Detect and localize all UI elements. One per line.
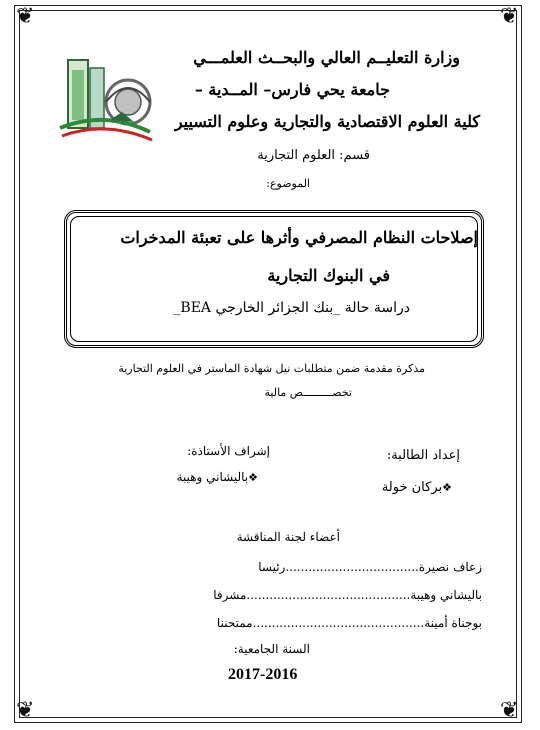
student-name-row <box>382 480 452 495</box>
leader-dots: ................................... <box>285 560 419 574</box>
supervisor-label: إشراف الأستاذة: <box>187 444 270 458</box>
academic-year-label: السنة الجامعية: <box>233 642 310 656</box>
bullet-icon: ❖ <box>442 481 452 494</box>
thesis-title-line2: في البنوك التجارية <box>267 266 390 285</box>
faculty-name: كلية العلوم الاقتصادية والتجارية وعلوم التسيير <box>174 112 480 131</box>
supervisor-name: باليشاني وهيبة <box>176 470 249 484</box>
committee-row <box>213 588 482 602</box>
committee-heading: أعضاء لجنة المناقشة <box>236 530 340 544</box>
subject-label: الموضوع: <box>266 177 310 190</box>
supervisor-name-row <box>177 470 258 484</box>
university-name: جامعة يحي فارس– المــدية – <box>194 80 390 99</box>
member-name: بوجناة أمينة <box>424 616 482 630</box>
committee-row <box>217 616 482 630</box>
thesis-title-line1: إصلاحات النظام المصرفي وأثرها على تعبئة المدخرات <box>120 228 478 247</box>
corner-ornament-bottom-right: ❦ <box>500 698 519 723</box>
leader-dots: ............................................. <box>252 616 425 630</box>
bullet-icon: ❖ <box>248 471 258 484</box>
committee-row <box>258 560 482 574</box>
member-role: ممتحننا <box>216 616 253 630</box>
specialty: تخصـــــــــص مالية <box>264 386 352 399</box>
leader-dots: ........................................... <box>246 588 411 602</box>
academic-year-value: 2017-2016 <box>228 666 298 683</box>
corner-ornament-bottom-left: ❦ <box>16 698 35 723</box>
university-logo <box>50 50 160 150</box>
ministry-name: وزارة التعليــم العالي والبحــث العلمـــي <box>193 48 460 67</box>
corner-ornament-top-left: ❦ <box>16 4 35 29</box>
member-name: زعاف نصيرة <box>418 560 482 574</box>
member-name: باليشاني وهيبة <box>410 588 482 602</box>
member-role: مشرفا <box>213 588 247 602</box>
thesis-note: مذكرة مقدمة ضمن متطلبات نيل شهادة الماستر في العلوم التجارية <box>118 362 425 375</box>
student-name: بركان خولة <box>381 480 443 495</box>
department-name: قسم: العلوم التجارية <box>257 148 370 163</box>
corner-ornament-top-right: ❦ <box>500 4 519 29</box>
student-label: إعداد الطالبة: <box>386 448 460 463</box>
member-role: رئيسا <box>258 560 286 574</box>
case-study-line: دراسة حالة _بنك الجزائر الخارجي BEA_ <box>173 300 410 316</box>
